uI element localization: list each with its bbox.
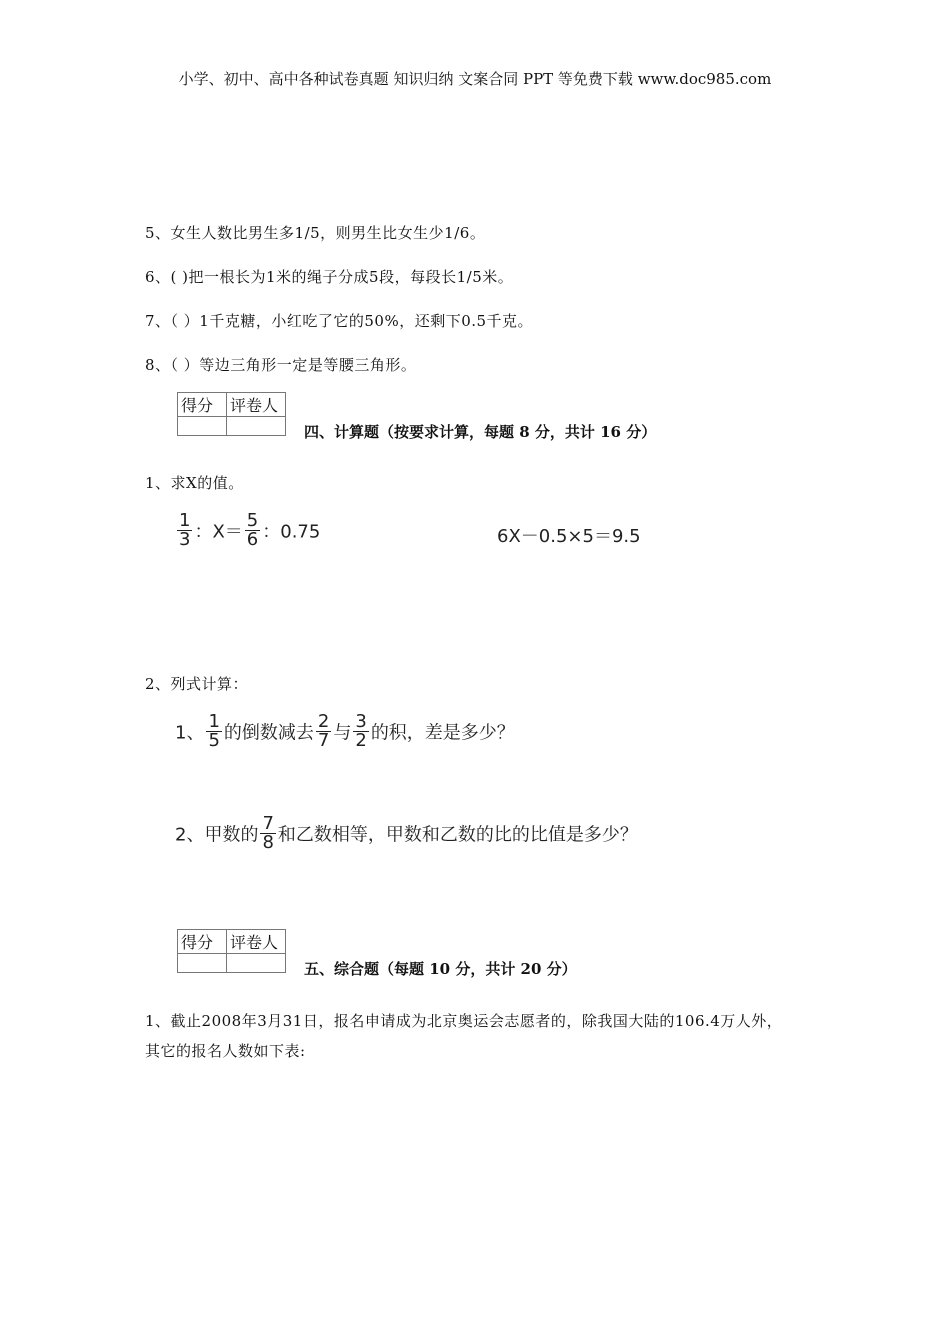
fraction-two-sevenths: $\frac{2}{7}$ [317,711,330,751]
section4-title: 四、计算题（按要求计算，每题 8 分，共计 16 分） [304,423,657,441]
fraction-five-sixths: $\frac{5}{6}$ [246,510,259,550]
score-box-section5 [177,929,286,973]
fraction-seven-eighths: $\frac{7}{8}$ [262,813,274,853]
judgement-item-5: 5、女生人数比男生多1/5，则男生比女生少1/6。 [145,224,486,242]
score-cell[interactable] [178,417,227,436]
equation-1: $\frac{1}{3}$ ：X＝ $\frac{5}{6}$ ：0.75 [179,510,321,550]
grader-label: 评卷人 [227,930,286,954]
sub-question-1: 1、 $\frac{1}{5}$ 的倒数减去 $\frac{2}{7}$ 与 $\frac{3}{2}$ 的积，差是多少？ [175,711,515,751]
section5-q1-line1: 1、截止2008年3月31日，报名申请成为北京奥运会志愿者的，除我国大陆的106.4万人外， [145,1012,783,1030]
section5-q1-line2: 其它的报名人数如下表: [145,1042,306,1060]
judgement-item-8: 8、（ ）等边三角形一定是等腰三角形。 [145,356,417,374]
judgement-item-7: 7、（ ）1千克糖，小红吃了它的50%，还剩下0.5千克。 [145,312,534,330]
fraction-one-fifth: $\frac{1}{5}$ [208,711,220,751]
score-cell[interactable] [178,954,227,973]
sub-question-2: 2、甲数的 $\frac{7}{8}$ 和乙数相等，甲数和乙数的比的比值是多少？ [175,813,638,853]
equation-2: 6X－0.5×5＝9.5 [497,526,641,547]
section4-q2-label: 2、列式计算： [145,675,249,693]
grader-label: 评卷人 [227,393,286,417]
fraction-one-third: $\frac{1}{3}$ [179,510,191,550]
section4-q1-label: 1、求X的值。 [145,474,244,492]
fraction-three-halves: $\frac{3}{2}$ [355,711,367,751]
score-label: 得分 [178,930,227,954]
section5-title: 五、综合题（每题 10 分，共计 20 分） [304,960,577,978]
judgement-item-6: 6、( )把一根长为1米的绳子分成5段，每段长1/5米。 [145,268,514,286]
grader-cell[interactable] [227,954,286,973]
score-label: 得分 [178,393,227,417]
grader-cell[interactable] [227,417,286,436]
score-box-section4 [177,392,286,436]
page-header: 小学、初中、高中各种试卷真题 知识归纳 文案合同 PPT 等免费下载 www.doc985.com [178,70,772,88]
